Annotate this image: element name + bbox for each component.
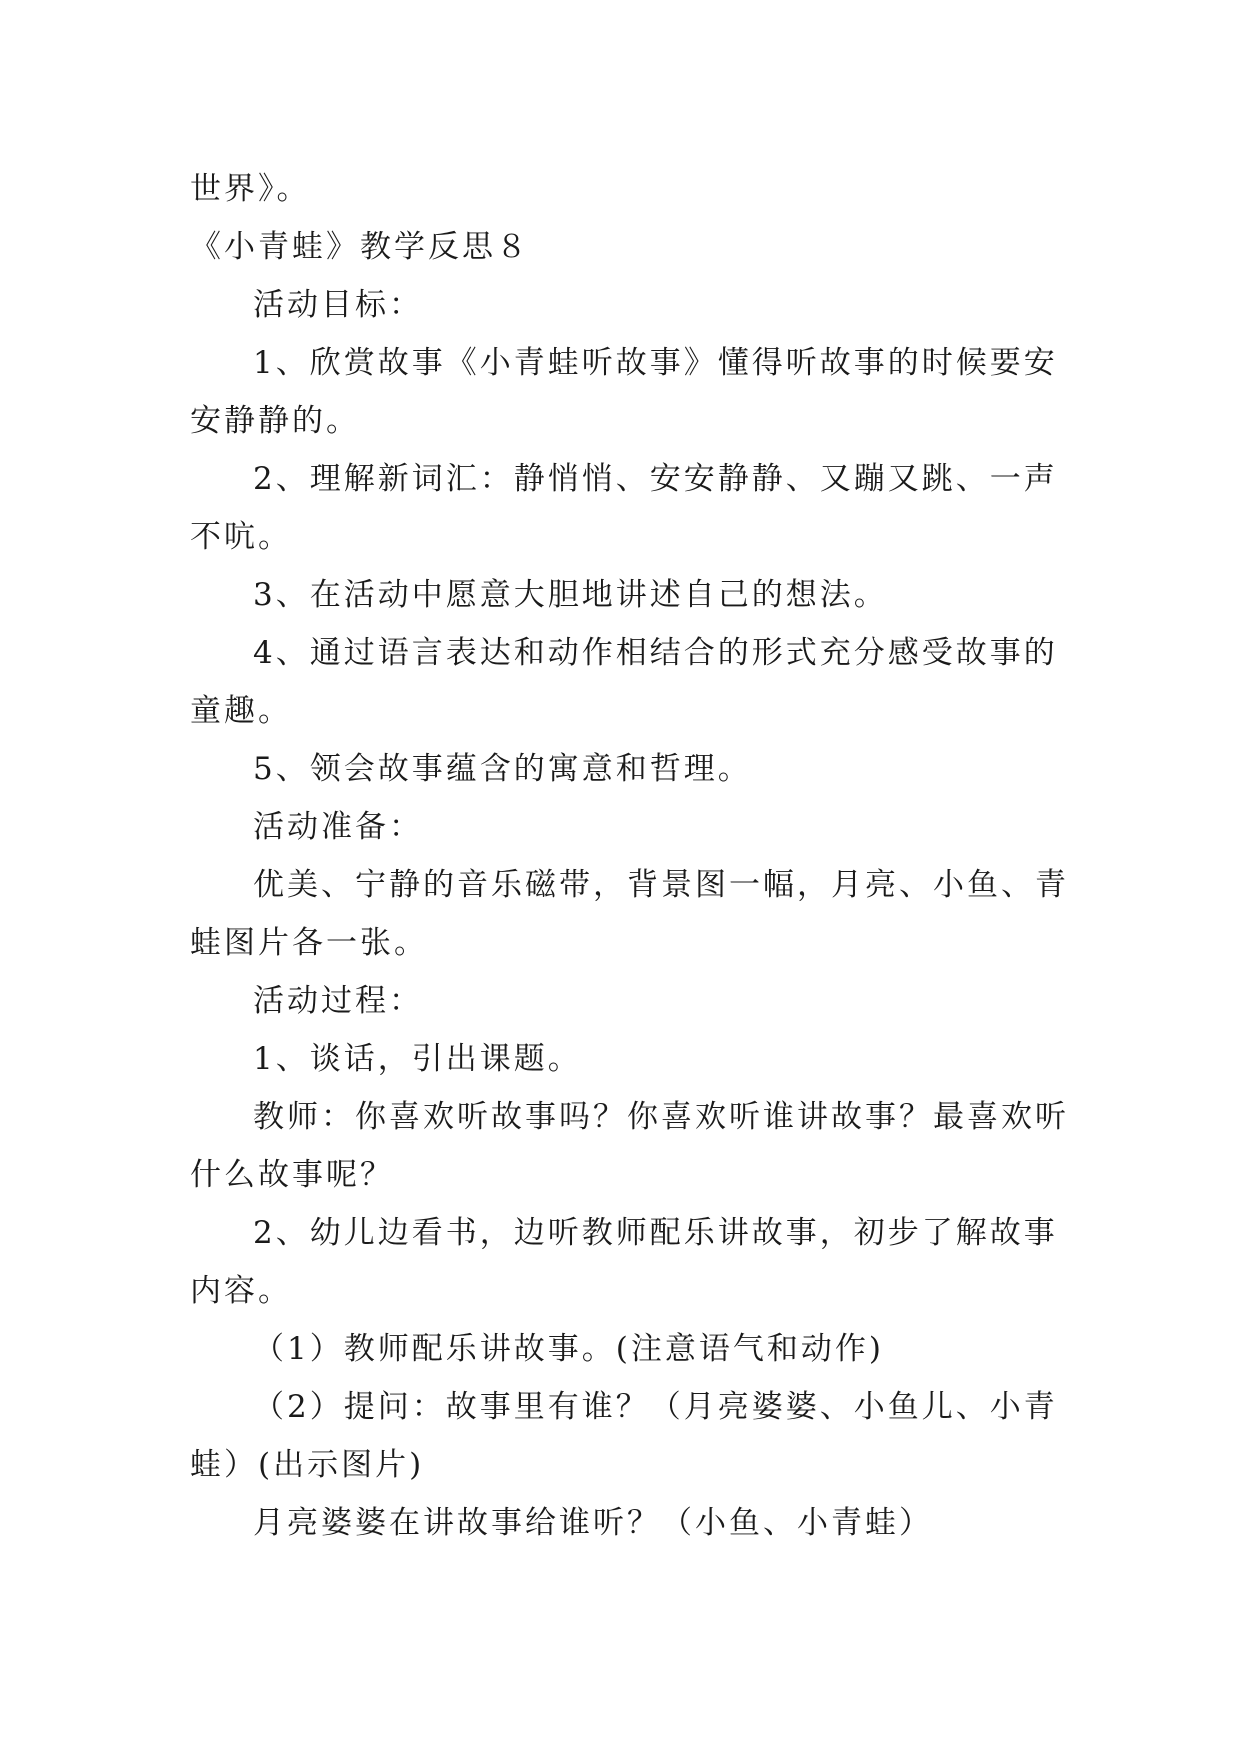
section-title: 《小青蛙》教学反思８ — [190, 229, 530, 265]
heading-activity-process: 活动过程： — [253, 983, 423, 1019]
text-line: 安静静的。 — [190, 403, 360, 439]
text-line: 教师：你喜欢听故事吗？你喜欢听谁讲故事？最喜欢听 — [253, 1099, 1069, 1135]
text-line: 3、在活动中愿意大胆地讲述自己的想法。 — [253, 577, 888, 613]
text-line: 1、欣赏故事《小青蛙听故事》懂得听故事的时候要安 — [253, 345, 1058, 381]
text-line: 优美、宁静的音乐磁带，背景图一幅，月亮、小鱼、青 — [253, 867, 1069, 903]
text-line: 蛙图片各一张。 — [190, 925, 428, 961]
text-line: 童趣。 — [190, 693, 292, 729]
document-body — [190, 160, 1069, 1552]
text-line: 2、理解新词汇：静悄悄、安安静静、又蹦又跳、一声 — [253, 461, 1058, 497]
text-line: 内容。 — [190, 1273, 292, 1309]
text-line: 4、通过语言表达和动作相结合的形式充分感受故事的 — [253, 635, 1058, 671]
text-line: （1）教师配乐讲故事。(注意语气和动作) — [253, 1331, 884, 1367]
text-line: 什么故事呢？ — [190, 1157, 394, 1193]
text-line: 不吭。 — [190, 519, 292, 555]
text-line: 1、谈话，引出课题。 — [253, 1041, 582, 1077]
text-line: 蛙）(出示图片) — [190, 1447, 425, 1483]
text-line: 月亮婆婆在讲故事给谁听？（小鱼、小青蛙） — [253, 1505, 933, 1541]
heading-activity-goals: 活动目标： — [253, 287, 423, 323]
text-line: 2、幼儿边看书，边听教师配乐讲故事，初步了解故事 — [253, 1215, 1058, 1251]
text-line: 世界》。 — [190, 171, 311, 207]
text-line: （2）提问：故事里有谁？（月亮婆婆、小鱼儿、小青 — [253, 1389, 1058, 1425]
heading-activity-prep: 活动准备： — [253, 809, 423, 845]
text-line: 5、领会故事蕴含的寓意和哲理。 — [253, 751, 752, 787]
